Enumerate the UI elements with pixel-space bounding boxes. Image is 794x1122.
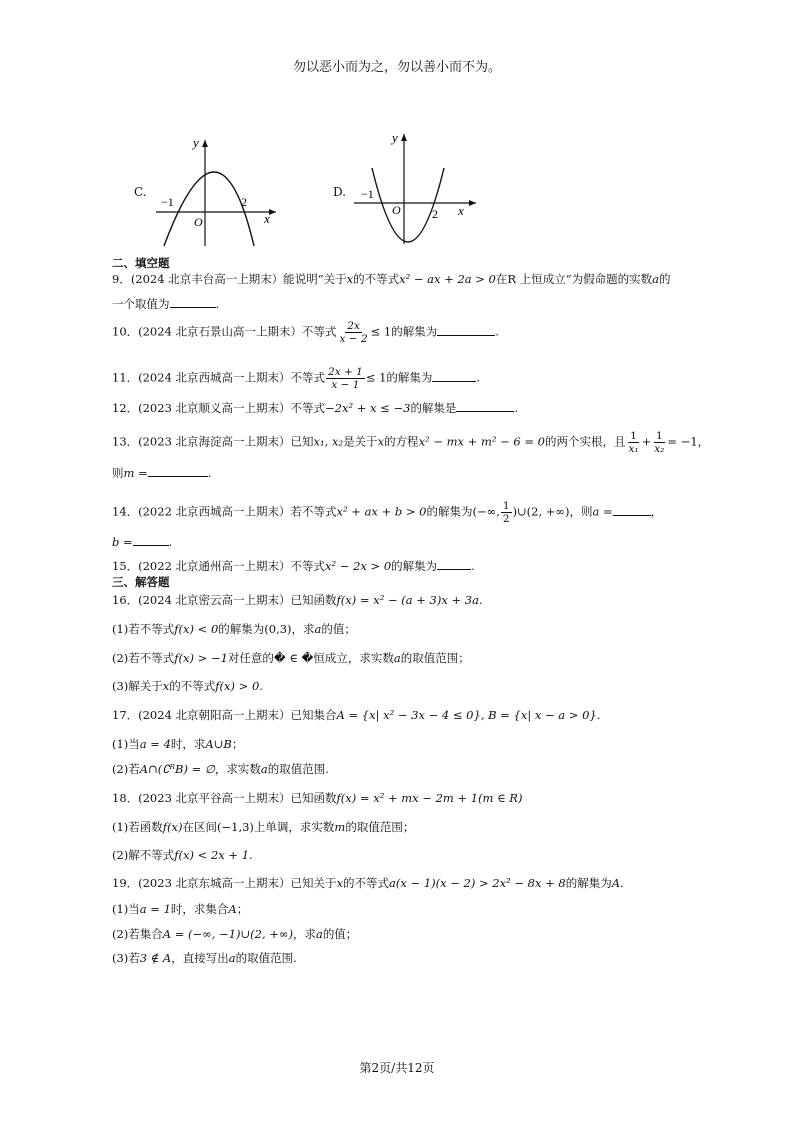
question-15: 15．(2022 北京通州高一上期末）不等式x² − 2x > 0的解集为 . bbox=[112, 559, 475, 573]
page-footer: 第2页/共12页 bbox=[359, 1061, 435, 1075]
question-17-part-2: (2)若A∩(∁ᴿB) = ∅，求实数a的取值范围. bbox=[112, 762, 329, 776]
answer-blank bbox=[133, 533, 169, 546]
section-answer: 三、解答题 bbox=[112, 575, 170, 589]
question-13: 13．(2023 北京海淀高一上期末）已知x₁, x₂是关于x的方程x² − mx + m² − 6 = 0的两个实根，且 $\frac{1}{\text{x₁}}$ + $\frac{1}{\text{x₂}}$ = −1， bbox=[112, 430, 710, 455]
question-16-part-3: (3)解关于x的不等式f(x) > 0. bbox=[112, 679, 263, 693]
downward-parabola bbox=[164, 172, 254, 246]
option-c-label: C. bbox=[134, 185, 147, 199]
answer-blank bbox=[170, 295, 216, 308]
origin-label: O bbox=[194, 215, 203, 229]
question-19-part-2: (2)若集合A = (−∞, −1)∪(2, +∞)，求a的值； bbox=[112, 927, 358, 941]
answer-blank bbox=[432, 369, 476, 382]
question-18-part-1: (1)若函数f(x)在区间(−1,3)上单调，求实数m的取值范围； bbox=[112, 820, 415, 834]
tick-neg-label: −1 bbox=[361, 187, 374, 201]
question-13-cont: 则m = . bbox=[112, 466, 212, 480]
question-18: 18．(2023 北京平谷高一上期末）已知函数f(x) = x² + mx − 2m + 1(m ∈ R) bbox=[112, 791, 523, 805]
y-label: y bbox=[193, 135, 199, 150]
question-19-part-3: (3)若3 ∉ A，直接写出a的取值范围. bbox=[112, 951, 297, 965]
question-14: 14．(2022 北京西城高一上期末）若不等式x² + ax + b > 0的解集为(−∞, $\frac{1}{2}$ )∪(2, +∞)，则a = ， bbox=[112, 500, 663, 525]
question-14-cont: b = . bbox=[112, 535, 173, 549]
question-12: 12．(2023 北京顺义高一上期末）不等式−2x² + x ≤ −3的解集是 . bbox=[112, 401, 519, 415]
question-17-part-1: (1)当a = 4时，求A∪B； bbox=[112, 737, 244, 751]
x-label: x bbox=[458, 203, 464, 218]
tick-pos-label: 2 bbox=[432, 207, 438, 221]
answer-blank bbox=[613, 503, 651, 516]
answer-blank bbox=[437, 557, 471, 570]
question-11: 11．(2024 北京西城高一上期末）不等式 $\frac{2x + 1}{x - 1}$ ≤ 1的解集为 . bbox=[112, 366, 481, 391]
origin-label: O bbox=[392, 203, 401, 217]
y-axis-arrow bbox=[401, 134, 407, 141]
option-c-graph bbox=[150, 134, 280, 249]
x-axis-arrow bbox=[469, 200, 476, 206]
question-9-cont: 一个取值为 . bbox=[112, 297, 220, 311]
x-label: x bbox=[264, 211, 270, 226]
section-fill-in: 二、填空题 bbox=[112, 256, 170, 270]
tick-neg-label: −1 bbox=[161, 195, 174, 209]
question-16-part-2: (2)若不等式f(x) > −1对任意的� ∈ �恒成立，求实数a的取值范围； bbox=[112, 651, 470, 665]
option-d-label: D. bbox=[333, 185, 347, 199]
tick-pos-label: 2 bbox=[241, 195, 247, 209]
question-17: 17．(2024 北京朝阳高一上期末）已知集合A = {x| x² − 3x − 4 ≤ 0}, B = {x| x − a > 0}. bbox=[112, 708, 601, 722]
option-d-graph bbox=[350, 128, 480, 248]
x-axis-arrow bbox=[269, 209, 276, 215]
question-9: 9．(2024 北京丰台高一上期末）能说明“关于x的不等式x² − ax + 2a > 0在R 上恒成立”为假命题的实数a的 bbox=[112, 272, 671, 286]
upward-parabola bbox=[372, 168, 444, 242]
y-label: y bbox=[392, 130, 398, 145]
question-19: 19．(2023 北京东城高一上期末）已知关于x的不等式a(x − 1)(x − 2) > 2x² − 8x + 8的解集为A. bbox=[112, 876, 624, 890]
question-18-part-2: (2)解不等式f(x) < 2x + 1. bbox=[112, 848, 253, 862]
answer-blank bbox=[437, 323, 495, 336]
page-motto: 勿以恶小而为之，勿以善小而不为。 bbox=[292, 60, 501, 75]
answer-blank bbox=[456, 399, 514, 412]
question-10: 10．(2024 北京石景山高一上期末）不等式 $\frac{2x}{x - 2}$ ≤ 1的解集为 . bbox=[112, 320, 499, 345]
question-16: 16．(2024 北京密云高一上期末）已知函数f(x) = x² − (a + 3)x + 3a. bbox=[112, 593, 483, 607]
question-16-part-1: (1)若不等式f(x) < 0的解集为(0,3)，求a的值； bbox=[112, 622, 356, 636]
y-axis-arrow bbox=[202, 140, 208, 147]
question-19-part-1: (1)当a = 1时，求集合A； bbox=[112, 902, 249, 916]
answer-blank bbox=[148, 464, 208, 477]
